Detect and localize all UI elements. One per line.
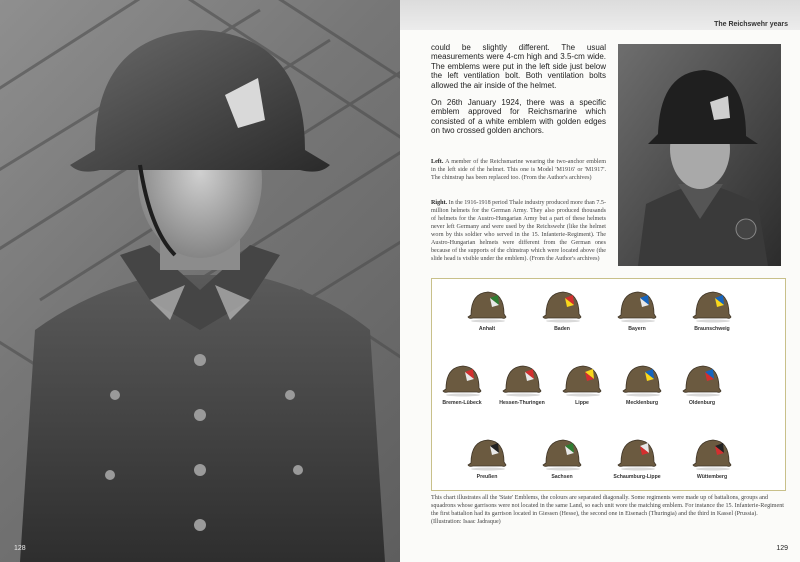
reichsmarine-soldier-photo (618, 44, 781, 266)
helmet-icon (542, 289, 582, 323)
caption-left (431, 158, 606, 182)
caption-text: A member of the Reichsmarine wearing the two-anchor emblem in the left side of the helmet. This one is Model 'M1916' or 'M1917'. The chinstrap has been replaced too. (From the Author's archives) (431, 159, 606, 181)
chart-caption: This chart illustrates all the 'State' Emblems, the colours are separated diagonally. Some regiments were made up of battalions, groups and squadrons whose garrisons were not located in the same Land, so each unit wore the matching emblem. For instance the 15. Infanterie-Regiment the first battalion had its garrison located in Giessen (Hesse), the second one in Eisenach (Thuringia) and the third in Kassel (Prussia). (Illustration: Isaac Jadraque) (431, 495, 784, 525)
caption-right (431, 199, 606, 263)
helmet-state-label: Bremen-Lübeck (442, 400, 482, 406)
helmet-emblem (682, 437, 742, 491)
helmet-icon (617, 289, 657, 323)
helmet-state-label: Mecklenburg (626, 400, 658, 406)
helmet-icon (542, 437, 582, 471)
body-text (431, 43, 606, 136)
helmet-state-label: Preußen (476, 474, 498, 480)
helmet-emblem (612, 363, 672, 417)
helmet-emblem (607, 289, 667, 343)
helmet-icon (682, 363, 722, 397)
body-paragraph: On 26th January 1924, there was a specific emblem approved for Reichsmarine which consisted of a white emblem with golden edges on two crossed golden anchors. (431, 98, 606, 136)
helmet-emblem (672, 363, 732, 417)
helmet-icon (562, 363, 602, 397)
helmet-emblem (552, 363, 612, 417)
running-head: The Reichswehr years (714, 21, 788, 28)
helmet-emblem (682, 289, 742, 343)
helmet-icon (467, 437, 507, 471)
helmet-state-label: Baden (554, 326, 570, 332)
helmet-emblem (457, 437, 517, 491)
helmet-state-label: Wüttemberg (696, 474, 728, 480)
helmet-icon (442, 363, 482, 397)
helmet-state-label: Hessen-Thuringen (499, 400, 545, 406)
helmet-emblem (532, 437, 592, 491)
helmet-state-label: Lippe (575, 400, 589, 406)
body-paragraph: could be slightly different. The usual measurements were 4-cm high and 3.5-cm wide. The emblems were put in the left side just below the left ventilation bolt. Both ventilation bolts allowed the air inside of the helmet. (431, 43, 606, 90)
page-number-left: 128 (14, 545, 26, 552)
helmet-emblem (492, 363, 552, 417)
right-page (400, 0, 800, 562)
helmet-state-label: Braunschweig (694, 326, 730, 332)
page-number-right: 129 (776, 545, 788, 552)
caption-lead: Right. (431, 200, 448, 206)
helmet-icon (622, 363, 662, 397)
helmet-state-label: Bayern (628, 326, 646, 332)
helmet-state-label: Sachsen (551, 474, 573, 480)
helmet-state-label: Schaumburg-Lippe (613, 474, 661, 480)
helmet-icon (502, 363, 542, 397)
helmet-emblem (432, 363, 492, 417)
helmet-icon (692, 289, 732, 323)
helmet-emblem (457, 289, 517, 343)
helmet-state-label: Anhalt (478, 326, 496, 332)
helmet-emblem (532, 289, 592, 343)
helmet-emblem-chart (431, 278, 786, 491)
helmet-icon (617, 437, 657, 471)
helmet-icon (692, 437, 732, 471)
helmet-state-label: Oldenburg (688, 400, 716, 406)
helmet-emblem (607, 437, 667, 491)
helmet-icon (467, 289, 507, 323)
caption-lead: Left. (431, 159, 444, 165)
caption-text: In the 1916-1918 period Thale industry produced more than 7.5-million helmets for the German Army. They also produced thousands of helmets for the Austro-Hungarian Army but a part of these helmets never left Germany and were used by the Reichswehr (like the helmet worn by this soldier who served in the 15. Infanterie-Regiment). The Austro-Hungarian helmets were different from the German ones because of the supports of the chinstrap which were located above (the slide head is visible under the emblem). (From the Author's archives) (431, 200, 606, 262)
